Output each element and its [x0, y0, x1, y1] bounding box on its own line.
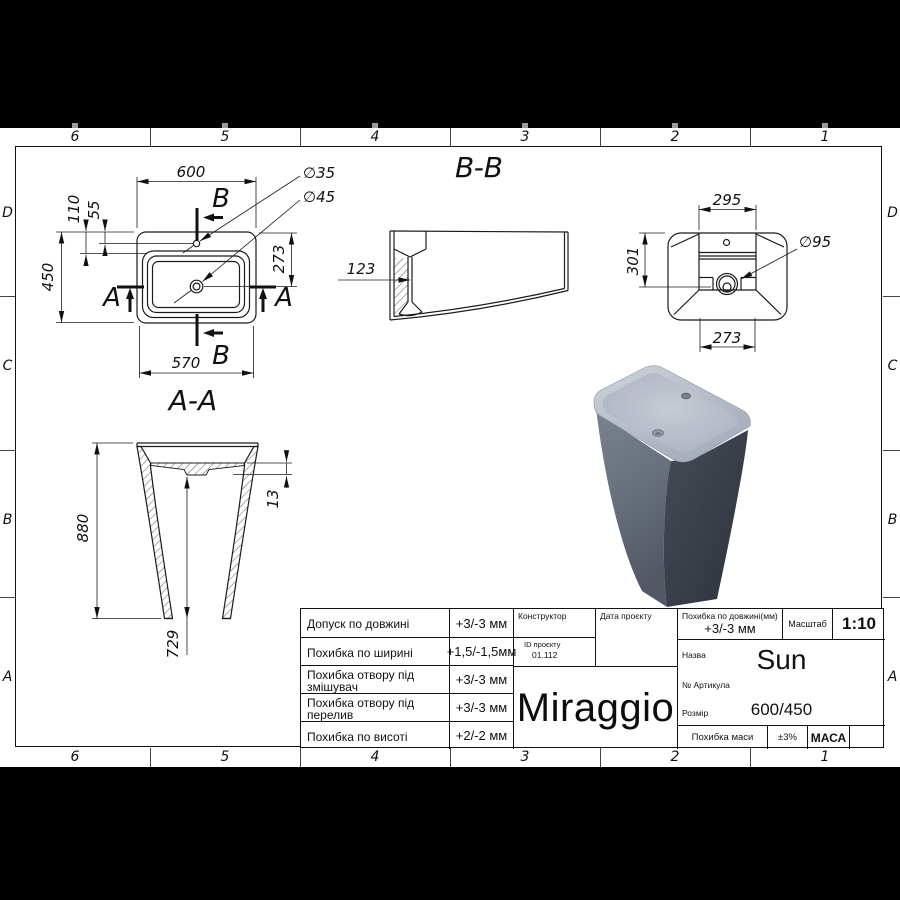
- zone-row-label: B: [2, 512, 13, 528]
- floor-hatch: [151, 463, 245, 475]
- product-size: 600/450: [750, 700, 813, 719]
- section-aa-title: A-A: [168, 384, 218, 417]
- project-date-cell: Дата проєкту: [596, 609, 678, 667]
- scale-label: Масштаб: [783, 609, 833, 640]
- zone-row-label: C: [2, 358, 13, 374]
- project-id-cell: [514, 638, 596, 667]
- mass-value-empty: [850, 726, 885, 749]
- wall-hatch-right: [223, 447, 259, 619]
- tolerance-label: Похибка отвору під перелив: [301, 694, 450, 722]
- tolerance-value: +3/-3 мм: [450, 666, 514, 694]
- dim-295: 295: [712, 191, 742, 209]
- zone-row-label: A: [2, 669, 13, 685]
- section-label-a-left: A: [103, 283, 121, 313]
- render-drain-inner: [655, 432, 660, 435]
- zone-col-label: 5: [220, 129, 230, 145]
- section-bb-title: B-B: [454, 151, 504, 184]
- tolerance-label: Похибка по ширині: [301, 638, 450, 666]
- drain-hole-inner: [193, 283, 200, 290]
- length-tolerance-value: +3/-3 мм: [704, 621, 756, 636]
- zone-col-label: 2: [670, 749, 680, 765]
- project-id-value: 01.112: [532, 650, 558, 660]
- tolerance-value: +3/-3 мм: [450, 694, 514, 722]
- tolerance-value: +3/-3 мм: [450, 609, 514, 638]
- faucet-hole: [193, 240, 199, 246]
- drain-hole: [190, 280, 203, 293]
- tolerance-label: Похибка по висоті: [301, 722, 450, 749]
- scale-value: 1:10: [833, 609, 885, 640]
- constructor-cell: Конструктор: [514, 609, 596, 638]
- mass-tolerance-value: ±3%: [768, 726, 808, 749]
- zone-row-label: A: [887, 669, 898, 685]
- zone-col-label: 5: [220, 749, 230, 765]
- zone-col-label: 4: [370, 129, 380, 145]
- section-label-b-bottom: B: [212, 341, 230, 371]
- product-info-cell: [678, 640, 885, 726]
- zone-col-label: 6: [70, 129, 80, 145]
- title-block: [300, 608, 884, 748]
- zone-row-label: D: [887, 205, 898, 221]
- zone-col-label: 6: [70, 749, 80, 765]
- dim-729: 729: [164, 629, 182, 659]
- render-3d: [594, 366, 751, 607]
- plan-section-marks: [117, 208, 276, 346]
- section-label-b-top: B: [212, 184, 230, 214]
- mass-tolerance-label: Похибка маси: [678, 726, 768, 749]
- tolerance-value: +2/-2 мм: [450, 722, 514, 749]
- faucet-hole-bottom: [724, 240, 730, 246]
- basin-floor: [153, 262, 240, 308]
- sku-label: № Артикула: [682, 680, 730, 690]
- tolerance-label: Похибка отвору під змішувач: [301, 666, 450, 694]
- zone-row-label: C: [887, 358, 898, 374]
- zone-row-label: D: [2, 205, 13, 221]
- tolerance-label: Допуск по довжині: [301, 609, 450, 638]
- section-label-a-right: A: [275, 283, 293, 313]
- wall-hatch: [394, 258, 408, 317]
- dim-273: 273: [270, 244, 288, 274]
- leader-d45: ∅45: [303, 188, 336, 206]
- length-tolerance-cell: [678, 609, 783, 640]
- zone-col-label: 2: [670, 129, 680, 145]
- basin-rim-inner: [148, 256, 245, 313]
- product-name: Sun: [756, 644, 807, 675]
- dim-301: 301: [624, 246, 642, 276]
- zone-col-label: 3: [520, 749, 530, 765]
- plan-view: [137, 232, 256, 323]
- mass-label: МАСА: [808, 726, 850, 749]
- dim-880: 880: [74, 513, 92, 543]
- zone-col-label: 1: [820, 129, 830, 145]
- section-bb-view: [390, 231, 568, 320]
- dim-55: 55: [85, 200, 103, 220]
- zone-col-label: 3: [520, 129, 530, 145]
- dim-600: 600: [176, 163, 206, 181]
- dim-13: 13: [264, 489, 282, 509]
- tolerance-value: +1,5/-1,5мм: [450, 638, 514, 666]
- dim-123: 123: [346, 260, 376, 278]
- name-label: Назва: [682, 650, 706, 660]
- zone-col-label: 1: [820, 749, 830, 765]
- dim-450: 450: [39, 262, 57, 292]
- dim-110: 110: [65, 194, 83, 224]
- size-label: Розмір: [682, 708, 709, 718]
- project-id-label: ID проєкту: [524, 640, 561, 649]
- dim-570: 570: [171, 354, 201, 372]
- zone-row-label: B: [887, 512, 898, 528]
- leader-d35: ∅35: [303, 164, 336, 182]
- render-faucet-hole: [682, 393, 691, 399]
- brand-logo: Miraggio: [514, 667, 678, 749]
- sink-outline: [137, 232, 256, 323]
- length-tolerance-label: Похибка по довжині(мм): [682, 611, 778, 621]
- bottom-view: [668, 233, 787, 320]
- dim-273-bottom: 273: [712, 329, 742, 347]
- leader-d95: ∅95: [799, 233, 832, 251]
- zone-col-label: 4: [370, 749, 380, 765]
- wall-hatch-left: [137, 447, 173, 619]
- section-aa-view: [137, 443, 258, 619]
